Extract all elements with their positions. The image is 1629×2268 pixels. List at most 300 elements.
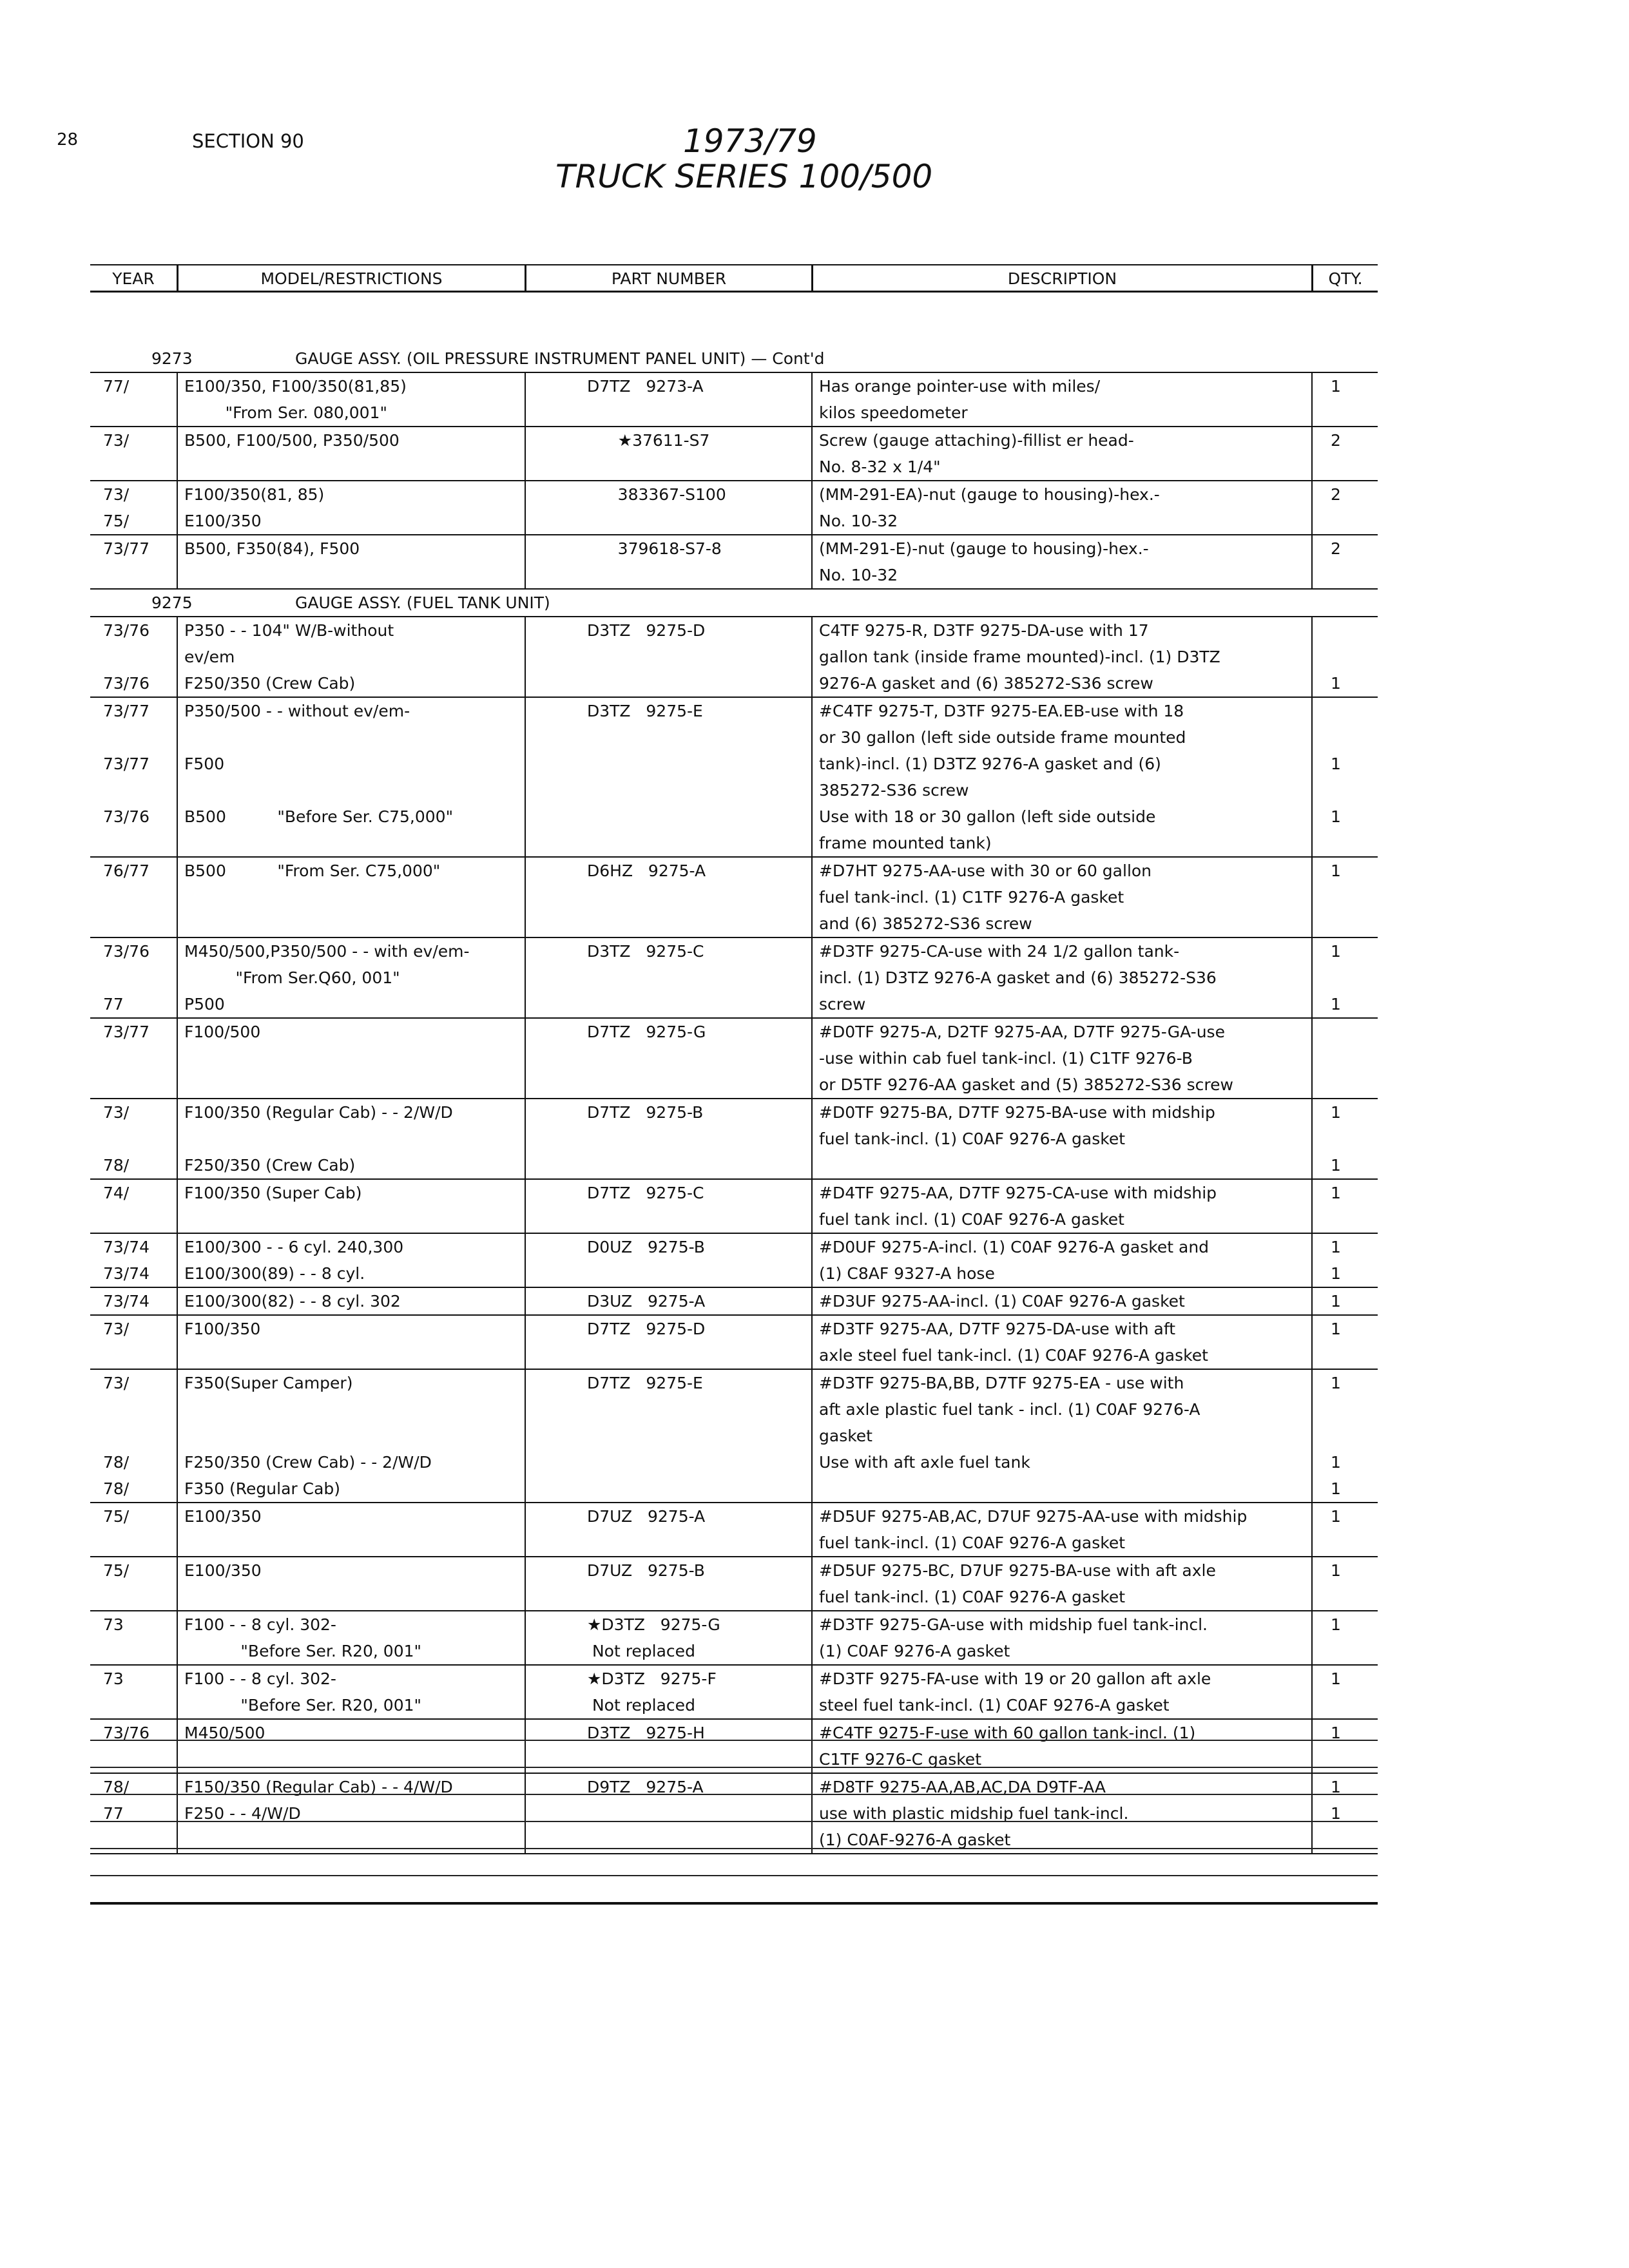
cell-line: 1 xyxy=(1331,1264,1341,1283)
cell-line xyxy=(103,1206,177,1233)
cell-line xyxy=(587,991,811,1017)
description-cell xyxy=(811,1316,1311,1369)
column-header-description: DESCRIPTION xyxy=(811,265,1311,291)
cell-line: (MM-291-E)-nut (gauge to housing)-hex.- xyxy=(819,539,1149,558)
cell-line xyxy=(1331,1045,1378,1072)
cell-line: No. 10-32 xyxy=(819,566,898,584)
cell-line: 1 xyxy=(1331,861,1341,880)
cell-line xyxy=(1331,1692,1378,1718)
cell-line: 9276-A gasket and (6) 385272-S36 screw xyxy=(819,674,1153,693)
cell-line xyxy=(587,1530,811,1556)
cell-line: E100/300 - - 6 cyl. 240,300 xyxy=(184,1238,404,1256)
model-cell xyxy=(177,1234,525,1287)
cell-line: Not replaced xyxy=(587,1642,695,1660)
cell-line: 73/76 xyxy=(103,674,150,693)
table-row xyxy=(90,1180,1378,1234)
table-row xyxy=(90,1611,1378,1666)
part-number-cell xyxy=(525,1557,811,1610)
year-cell xyxy=(90,858,177,937)
cell-line: steel fuel tank-incl. (1) C0AF 9276-A gasket xyxy=(819,1696,1170,1715)
description-cell xyxy=(811,373,1311,426)
description-cell xyxy=(811,535,1311,588)
cell-line xyxy=(587,965,811,991)
cell-line xyxy=(587,724,811,751)
table-row xyxy=(90,1234,1378,1288)
cell-line: D7TZ 9275-C xyxy=(587,1184,704,1202)
cell-line: P350/500 - - without ev/em- xyxy=(184,702,410,720)
table-body xyxy=(90,345,1378,1854)
cell-line xyxy=(1331,1206,1378,1233)
cell-line: #C4TF 9275-T, D3TF 9275-EA.EB-use with 18 xyxy=(819,702,1184,720)
cell-line: D3UZ 9275-A xyxy=(587,1292,706,1311)
model-cell xyxy=(177,1316,525,1369)
cell-line: (MM-291-EA)-nut (gauge to housing)-hex.- xyxy=(819,485,1160,504)
part-number-cell xyxy=(525,1503,811,1556)
cell-line: screw xyxy=(819,995,866,1014)
table-row xyxy=(90,1370,1378,1503)
cell-line xyxy=(184,830,525,856)
cell-line: D7TZ 9275-G xyxy=(587,1023,706,1041)
cell-line: E100/350 xyxy=(184,512,262,530)
qty-cell xyxy=(1311,427,1378,480)
description-cell xyxy=(811,698,1311,856)
cell-line: "Before Ser. R20, 001" xyxy=(184,1696,422,1715)
year-cell xyxy=(90,1611,177,1664)
cell-line: 77/ xyxy=(103,377,130,396)
table-row xyxy=(90,373,1378,427)
group-title: GAUGE ASSY. (OIL PRESSURE INSTRUMENT PANEL UNIT) — Cont'd xyxy=(295,349,825,368)
cell-line xyxy=(587,803,811,830)
cell-line xyxy=(587,1072,811,1098)
cell-line: fuel tank incl. (1) C0AF 9276-A gasket xyxy=(819,1210,1124,1229)
cell-line: D3TZ 9275-H xyxy=(587,1724,705,1742)
part-number-cell xyxy=(525,535,811,588)
cell-line: F100/500 xyxy=(184,1023,261,1041)
cell-line: 78/ xyxy=(103,1479,130,1498)
cell-line: #D3UF 9275-AA-incl. (1) C0AF 9276-A gasket xyxy=(819,1292,1185,1311)
description-cell xyxy=(811,617,1311,697)
cell-line: #D3TF 9275-BA,BB, D7TF 9275-EA - use with xyxy=(819,1374,1184,1392)
group-code: 9275 xyxy=(151,593,193,612)
cell-line xyxy=(103,1638,177,1664)
cell-line: D7UZ 9275-B xyxy=(587,1561,705,1580)
cell-line xyxy=(587,777,811,803)
year-cell xyxy=(90,481,177,534)
part-number-cell xyxy=(525,698,811,856)
cell-line: Has orange pointer-use with miles/ xyxy=(819,377,1101,396)
cell-line xyxy=(1331,965,1378,991)
qty-cell xyxy=(1311,1557,1378,1610)
cell-line: 1 xyxy=(1331,1669,1341,1688)
cell-line: 73/76 xyxy=(103,1724,150,1742)
part-number-cell xyxy=(525,1666,811,1718)
cell-line xyxy=(184,454,525,480)
cell-line xyxy=(587,910,811,937)
cell-line xyxy=(587,562,811,588)
qty-cell xyxy=(1311,698,1378,856)
cell-line: Use with 18 or 30 gallon (left side outside xyxy=(819,807,1156,826)
cell-line: 1 xyxy=(1331,1292,1341,1311)
cell-line xyxy=(1331,1584,1378,1610)
cell-line: 75/ xyxy=(103,512,130,530)
cell-line xyxy=(103,1396,177,1423)
cell-line: 385272-S36 screw xyxy=(819,781,969,800)
cell-line xyxy=(103,1342,177,1369)
cell-line xyxy=(587,644,811,670)
model-cell xyxy=(177,698,525,856)
cell-line: ★37611-S7 xyxy=(587,431,710,450)
table-row xyxy=(90,1557,1378,1611)
cell-line xyxy=(1331,698,1378,724)
cell-line: Not replaced xyxy=(587,1696,695,1715)
cell-line: #D5UF 9275-AB,AC, D7UF 9275-AA-use with midship xyxy=(819,1507,1248,1526)
part-number-cell xyxy=(525,1234,811,1287)
qty-cell xyxy=(1311,1099,1378,1178)
cell-line xyxy=(587,1584,811,1610)
ruled-line xyxy=(90,1848,1378,1875)
column-header-qty: QTY. xyxy=(1311,265,1378,291)
table-row xyxy=(90,427,1378,481)
part-number-cell xyxy=(525,1316,811,1369)
cell-line: E100/350 xyxy=(184,1561,262,1580)
ruled-line xyxy=(90,1740,1378,1767)
cell-line: #D4TF 9275-AA, D7TF 9275-CA-use with midship xyxy=(819,1184,1217,1202)
cell-line xyxy=(587,751,811,777)
cell-line: 73/ xyxy=(103,1320,130,1338)
cell-line: 1 xyxy=(1331,942,1341,961)
cell-line xyxy=(1331,644,1378,670)
qty-cell xyxy=(1311,1503,1378,1556)
description-cell xyxy=(811,1503,1311,1556)
cell-line: P500 xyxy=(184,995,225,1014)
cell-line: 2 xyxy=(1331,539,1341,558)
cell-line: #D5UF 9275-BC, D7UF 9275-BA-use with aft axle xyxy=(819,1561,1216,1580)
cell-line: #C4TF 9275-F-use with 60 gallon tank-incl. (1) xyxy=(819,1724,1196,1742)
cell-line: E100/350 xyxy=(184,1507,262,1526)
qty-cell xyxy=(1311,1370,1378,1502)
table-row xyxy=(90,1288,1378,1316)
table-row xyxy=(90,1666,1378,1720)
cell-line: D3TZ 9275-C xyxy=(587,942,704,961)
cell-line: D3TZ 9275-D xyxy=(587,621,706,640)
part-number-cell xyxy=(525,1611,811,1664)
cell-line xyxy=(1331,1423,1378,1449)
ruled-line xyxy=(90,1821,1378,1848)
cell-line: #D3TF 9275-FA-use with 19 or 20 gallon aft axle xyxy=(819,1669,1211,1688)
cell-line: 73/77 xyxy=(103,1023,150,1041)
cell-line xyxy=(1331,1396,1378,1423)
cell-line: 73/ xyxy=(103,485,130,504)
cell-line xyxy=(103,777,177,803)
cell-line: D3TZ 9275-E xyxy=(587,702,703,720)
cell-line: 73/77 xyxy=(103,754,150,773)
cell-line xyxy=(184,1530,525,1556)
cell-line xyxy=(1331,508,1378,534)
section-label: SECTION 90 xyxy=(192,130,304,152)
cell-line: ★D3TZ 9275-F xyxy=(587,1669,717,1688)
cell-line: incl. (1) D3TZ 9276-A gasket and (6) 385272-S36 xyxy=(819,968,1217,987)
cell-line: tank)-incl. (1) D3TZ 9276-A gasket and (6) xyxy=(819,754,1161,773)
cell-line xyxy=(587,1152,811,1178)
title-years: 1973/79 xyxy=(683,122,817,160)
model-cell xyxy=(177,858,525,937)
cell-line: 1 xyxy=(1331,1778,1341,1796)
year-cell xyxy=(90,1019,177,1098)
cell-line xyxy=(587,1342,811,1369)
table-row xyxy=(90,698,1378,858)
title-series: TRUCK SERIES 100/500 xyxy=(555,158,933,195)
cell-line: fuel tank-incl. (1) C1TF 9276-A gasket xyxy=(819,888,1124,907)
cell-line: #D8TF 9275-AA,AB,AC,DA D9TF-AA xyxy=(819,1778,1106,1796)
parts-table xyxy=(90,211,1378,1881)
cell-line xyxy=(103,562,177,588)
qty-cell xyxy=(1311,1234,1378,1287)
cell-line xyxy=(587,1045,811,1072)
cell-line xyxy=(184,1206,525,1233)
cell-line: 73/76 xyxy=(103,621,150,640)
year-cell xyxy=(90,938,177,1017)
cell-line: 1 xyxy=(1331,1103,1341,1122)
cell-line: D7TZ 9275-D xyxy=(587,1320,706,1338)
model-cell xyxy=(177,1370,525,1502)
year-cell xyxy=(90,1370,177,1502)
year-cell xyxy=(90,1288,177,1314)
cell-line: 1 xyxy=(1331,995,1341,1014)
cell-line: 1 xyxy=(1331,674,1341,693)
part-number-cell xyxy=(525,373,811,426)
model-cell xyxy=(177,1099,525,1178)
cell-line: 73/74 xyxy=(103,1264,150,1283)
cell-line: 75/ xyxy=(103,1561,130,1580)
column-header-part-number: PART NUMBER xyxy=(525,265,811,291)
cell-line: 77 xyxy=(103,995,124,1014)
part-number-cell xyxy=(525,938,811,1017)
cell-line: and (6) 385272-S36 screw xyxy=(819,914,1032,933)
cell-line: 73 xyxy=(103,1615,124,1634)
cell-line xyxy=(819,1152,1311,1178)
cell-line: 73/76 xyxy=(103,942,150,961)
cell-line: 1 xyxy=(1331,377,1341,396)
description-cell xyxy=(811,938,1311,1017)
cell-line: F500 xyxy=(184,754,225,773)
cell-line: F250 - - 4/W/D xyxy=(184,1804,301,1823)
cell-line xyxy=(1331,1530,1378,1556)
table-row xyxy=(90,1316,1378,1370)
qty-cell xyxy=(1311,1180,1378,1233)
part-number-cell xyxy=(525,481,811,534)
cell-line: E100/350, F100/350(81,85) xyxy=(184,377,407,396)
cell-line: C1TF 9276-C gasket xyxy=(819,1750,981,1769)
cell-line: "Before Ser. R20, 001" xyxy=(184,1642,422,1660)
cell-line xyxy=(103,1423,177,1449)
cell-line: F150/350 (Regular Cab) - - 4/W/D xyxy=(184,1778,453,1796)
description-cell xyxy=(811,1557,1311,1610)
cell-line: D7TZ 9275-B xyxy=(587,1103,704,1122)
cell-line: F100 - - 8 cyl. 302- xyxy=(184,1669,336,1688)
qty-cell xyxy=(1311,535,1378,588)
column-header-model: MODEL/RESTRICTIONS xyxy=(177,265,525,291)
year-cell xyxy=(90,427,177,480)
cell-line xyxy=(103,910,177,937)
cell-line xyxy=(587,670,811,697)
qty-cell xyxy=(1311,1019,1378,1098)
cell-line xyxy=(587,1126,811,1152)
description-cell xyxy=(811,1180,1311,1233)
description-cell xyxy=(811,427,1311,480)
table-row xyxy=(90,481,1378,535)
cell-line xyxy=(1331,1342,1378,1369)
cell-line xyxy=(184,910,525,937)
qty-cell xyxy=(1311,1316,1378,1369)
cell-line: F100/350 (Super Cab) xyxy=(184,1184,362,1202)
group-code: 9273 xyxy=(151,349,193,368)
cell-line xyxy=(184,884,525,910)
cell-line: 383367-S100 xyxy=(587,485,726,504)
cell-line xyxy=(103,1072,177,1098)
page-number: 28 xyxy=(57,130,79,149)
cell-line: ev/em xyxy=(184,648,235,666)
cell-line: 1 xyxy=(1331,1507,1341,1526)
year-cell xyxy=(90,1234,177,1287)
description-cell xyxy=(811,1099,1311,1178)
cell-line: #D3TF 9275-CA-use with 24 1/2 gallon tank- xyxy=(819,942,1180,961)
cell-line xyxy=(587,830,811,856)
cell-line xyxy=(1331,1019,1378,1045)
cell-line: 2 xyxy=(1331,431,1341,450)
cell-line: 78/ xyxy=(103,1156,130,1175)
cell-line: use with plastic midship fuel tank-incl. xyxy=(819,1804,1129,1823)
cell-line xyxy=(184,724,525,751)
cell-line: fuel tank-incl. (1) C0AF 9276-A gasket xyxy=(819,1533,1126,1552)
group-heading xyxy=(90,345,1378,373)
part-number-cell xyxy=(525,1370,811,1502)
cell-line xyxy=(184,562,525,588)
cell-line: 1 xyxy=(1331,807,1341,826)
cell-line: F250/350 (Crew Cab) - - 2/W/D xyxy=(184,1453,432,1472)
cell-line xyxy=(587,1396,811,1423)
cell-line xyxy=(1331,777,1378,803)
model-cell xyxy=(177,938,525,1017)
cell-line: 73/ xyxy=(103,1374,130,1392)
model-cell xyxy=(177,373,525,426)
description-cell xyxy=(811,858,1311,937)
cell-line: #D0TF 9275-A, D2TF 9275-AA, D7TF 9275-GA-use xyxy=(819,1023,1225,1041)
cell-line: gallon tank (inside frame mounted)-incl. (1) D3TZ xyxy=(819,648,1220,666)
cell-line xyxy=(1331,454,1378,480)
cell-line xyxy=(103,830,177,856)
cell-line: Screw (gauge attaching)-fillist er head- xyxy=(819,431,1134,450)
cell-line: F100/350 xyxy=(184,1320,261,1338)
cell-line xyxy=(819,1475,1311,1502)
cell-line: #D0TF 9275-BA, D7TF 9275-BA-use with midship xyxy=(819,1103,1215,1122)
cell-line: C4TF 9275-R, D3TF 9275-DA-use with 17 xyxy=(819,621,1149,640)
cell-line: F250/350 (Crew Cab) xyxy=(184,674,356,693)
cell-line: D7UZ 9275-A xyxy=(587,1507,706,1526)
cell-line: 1 xyxy=(1331,1320,1341,1338)
part-number-cell xyxy=(525,1180,811,1233)
cell-line xyxy=(184,1072,525,1098)
cell-line: E100/300(89) - - 8 cyl. xyxy=(184,1264,365,1283)
qty-cell xyxy=(1311,1288,1378,1314)
cell-line: 77 xyxy=(103,1804,124,1823)
ruled-line xyxy=(90,1902,1378,1930)
cell-line: #D3TF 9275-AA, D7TF 9275-DA-use with aft xyxy=(819,1320,1176,1338)
cell-line: 1 xyxy=(1331,1453,1341,1472)
cell-line xyxy=(103,965,177,991)
model-cell xyxy=(177,535,525,588)
model-cell xyxy=(177,1288,525,1314)
year-cell xyxy=(90,1503,177,1556)
cell-line: fuel tank-incl. (1) C0AF 9276-A gasket xyxy=(819,1588,1126,1606)
cell-line: #D7HT 9275-AA-use with 30 or 60 gallon xyxy=(819,861,1152,880)
year-cell xyxy=(90,1316,177,1369)
cell-line: "From Ser. 080,001" xyxy=(184,403,387,422)
cell-line xyxy=(587,1260,811,1287)
cell-line: 73/ xyxy=(103,431,130,450)
part-number-cell xyxy=(525,1019,811,1098)
cell-line: F100 - - 8 cyl. 302- xyxy=(184,1615,336,1634)
cell-line: Use with aft axle fuel tank xyxy=(819,1453,1030,1472)
cell-line xyxy=(1331,1126,1378,1152)
cell-line: D7TZ 9273-A xyxy=(587,377,704,396)
cell-line: (1) C0AF-9276-A gasket xyxy=(819,1831,1011,1849)
qty-cell xyxy=(1311,1666,1378,1718)
year-cell xyxy=(90,698,177,856)
description-cell xyxy=(811,1370,1311,1502)
cell-line: 2 xyxy=(1331,485,1341,504)
ruled-line xyxy=(90,1875,1378,1902)
cell-line xyxy=(103,1692,177,1718)
cell-line xyxy=(103,1530,177,1556)
qty-cell xyxy=(1311,481,1378,534)
cell-line xyxy=(587,508,811,534)
model-cell xyxy=(177,427,525,480)
qty-cell xyxy=(1311,617,1378,697)
part-number-cell xyxy=(525,427,811,480)
cell-line xyxy=(103,399,177,426)
cell-line: 73/76 xyxy=(103,807,150,826)
cell-line: B500, F100/500, P350/500 xyxy=(184,431,400,450)
cell-line xyxy=(1331,830,1378,856)
model-cell xyxy=(177,481,525,534)
cell-line: or D5TF 9276-AA gasket and (5) 385272-S36 screw xyxy=(819,1075,1233,1094)
cell-line: P350 - - 104" W/B-without xyxy=(184,621,394,640)
cell-line: or 30 gallon (left side outside frame mounted xyxy=(819,728,1186,747)
cell-line: F350 (Regular Cab) xyxy=(184,1479,341,1498)
cell-line xyxy=(587,1475,811,1502)
cell-line: aft axle plastic fuel tank - incl. (1) C0AF 9276-A xyxy=(819,1400,1200,1419)
column-header-year: YEAR xyxy=(112,269,155,288)
cell-line xyxy=(587,1449,811,1475)
year-cell xyxy=(90,1557,177,1610)
cell-line: 1 xyxy=(1331,1238,1341,1256)
cell-line: 75/ xyxy=(103,1507,130,1526)
cell-line xyxy=(1331,399,1378,426)
cell-line xyxy=(103,644,177,670)
description-cell xyxy=(811,481,1311,534)
cell-line xyxy=(587,454,811,480)
cell-line: M450/500,P350/500 - - with ev/em- xyxy=(184,942,470,961)
table-header-row xyxy=(90,264,1378,293)
description-cell xyxy=(811,1234,1311,1287)
cell-line: 73/77 xyxy=(103,539,150,558)
cell-line: 1 xyxy=(1331,1615,1341,1634)
table-row xyxy=(90,617,1378,698)
cell-line: No. 10-32 xyxy=(819,512,898,530)
year-cell xyxy=(90,1666,177,1718)
cell-line: 1 xyxy=(1331,1561,1341,1580)
cell-line xyxy=(184,777,525,803)
